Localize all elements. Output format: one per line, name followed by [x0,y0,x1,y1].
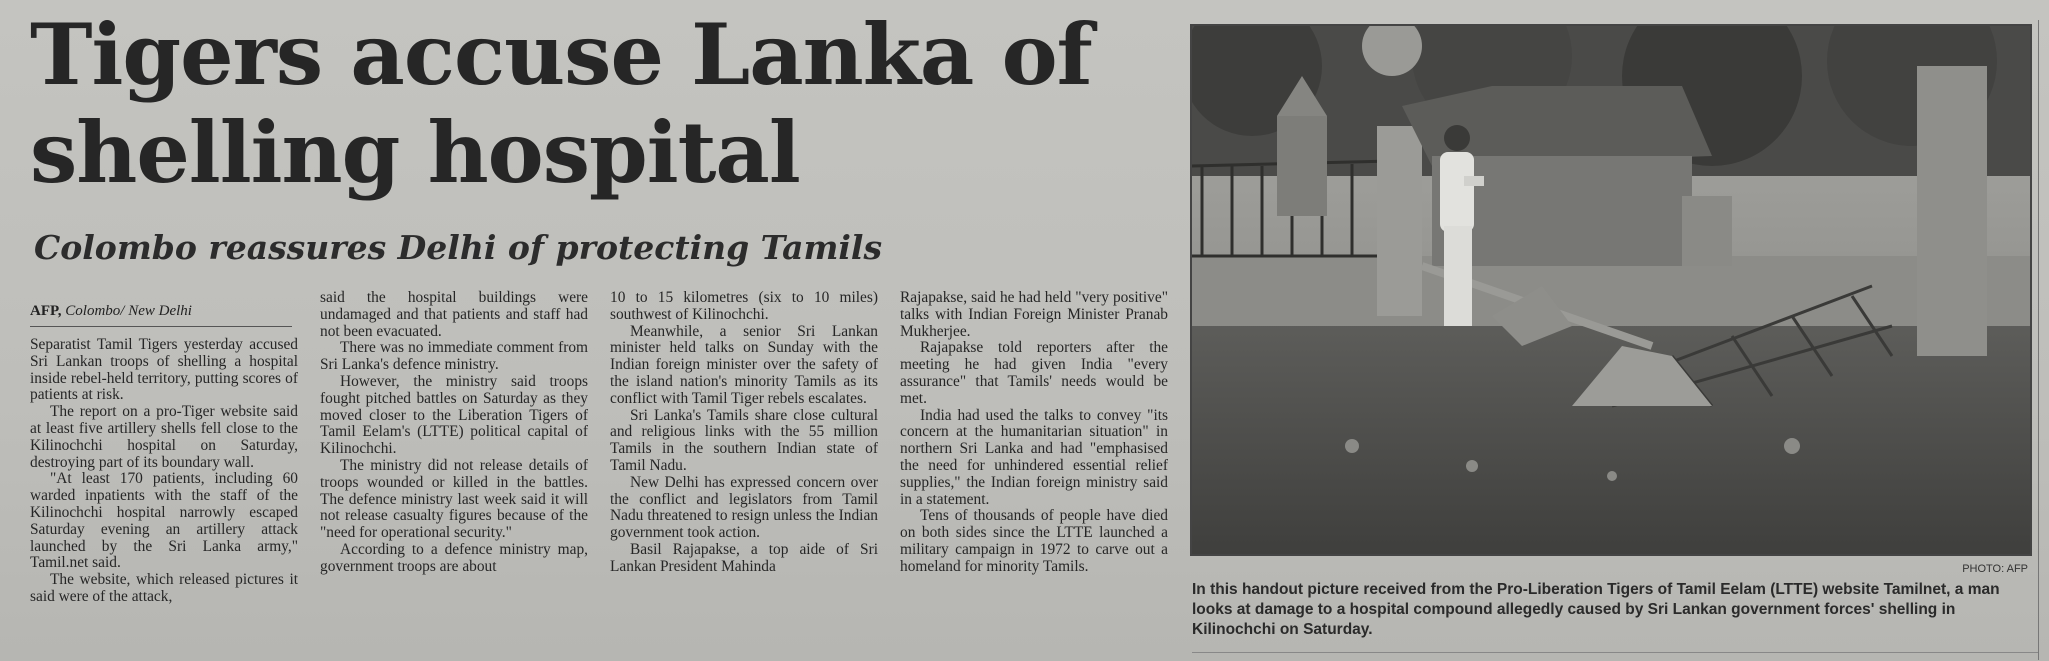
article-column-4 [900,290,1168,652]
paragraph: Rajapakse, said he had held "very positive" talks with Indian Foreign Minister Pranab Mukherjee. [900,290,1168,340]
paragraph: Basil Rajapakse, a top aide of Sri Lankan President Mahinda [610,540,878,575]
headline: Tigers accuse Lanka of shelling hospital [30,5,1092,202]
photo-caption: In this handout picture received from the Pro-Liberation Tigers of Tamil Eelam (LTTE) website Tamilnet, a man looks at damage to a hospital compound allegedly caused by Sri Lankan government forces' shelling in Kilinochchi on Saturday. [1192,581,2000,638]
article-column-1 [30,337,298,655]
news-photo [1190,24,2032,556]
dateline-agency: AFP, [30,303,62,319]
paragraph: Tens of thousands of people have died on both sides since the LTTE launched a military campaign in 1972 to carve out a homeland for minority Tamils. [900,507,1168,575]
article-column-3 [610,290,878,652]
dateline-place: Colombo/ New Delhi [65,303,192,319]
paragraph: Sri Lanka's Tamils share close cultural and religious links with the 55 million Tamils in the southern Indian state of Tamil Nadu. [610,406,878,474]
photo-credit: PHOTO: AFP [1962,563,2028,575]
subheadline: Colombo reassures Delhi of protecting Tamils [34,228,883,267]
column-rule [2038,20,2039,660]
paragraph: 10 to 15 kilometres (six to 10 miles) southwest of Kilinochchi. [610,290,878,323]
paragraph: New Delhi has expressed concern over the conflict and legislators from Tamil Nadu threatened to resign unless the Indian government took action. [610,473,878,542]
dateline [30,302,292,327]
paragraph: "At least 170 patients, including 60 warded inpatients with the staff of the Kilinochchi hospital narrowly escaped Saturday evening an artillery attack launched by the Sri Lanka army," Tamil.net said. [30,470,298,572]
paragraph: There was no immediate comment from Sri Lanka's defence ministry. [320,339,588,374]
paragraph: said the hospital buildings were undamaged and that patients and staff had not been evacuated. [320,290,588,340]
paragraph: Separatist Tamil Tigers yesterday accused Sri Lankan troops of shelling a hospital inside rebel-held territory, putting scores of patients at risk. [30,337,298,404]
paragraph: The website, which released pictures it said were of the attack, [30,571,298,605]
paragraph: Rajapakse told reporters after the meeting he had given India "every assurance" that Tamils' needs would be met. [900,339,1168,407]
paragraph: The ministry did not release details of troops wounded or killed in the battles. The defence ministry last week said it will not release casualty figures because of the "need for operational security." [320,456,588,542]
article-column-2 [320,290,588,652]
paragraph: However, the ministry said troops fought pitched battles on Saturday as they moved closer to the Liberation Tigers of Tamil Eelam's (LTTE) political capital of Kilinochchi. [320,372,588,458]
paragraph: According to a defence ministry map, government troops are about [320,540,588,575]
paragraph: The report on a pro-Tiger website said at least five artillery shells fell close to the Kilinochchi hospital on Saturday, destroying part of its boundary wall. [30,403,298,471]
paragraph: Meanwhile, a senior Sri Lankan minister held talks on Sunday with the Indian foreign minister over the safety of the island nation's minority Tamils as its conflict with Tamil Tiger rebels escalates. [610,322,878,407]
bottom-rule [1192,652,2038,653]
damaged-compound-photo [1192,26,2030,554]
paragraph: India had used the talks to convey "its concern at the humanitarian situation" in northern Sri Lanka and had "emphasised the need for unhindered essential relief supplies," the Indian foreign ministry said in a statement. [900,406,1168,508]
